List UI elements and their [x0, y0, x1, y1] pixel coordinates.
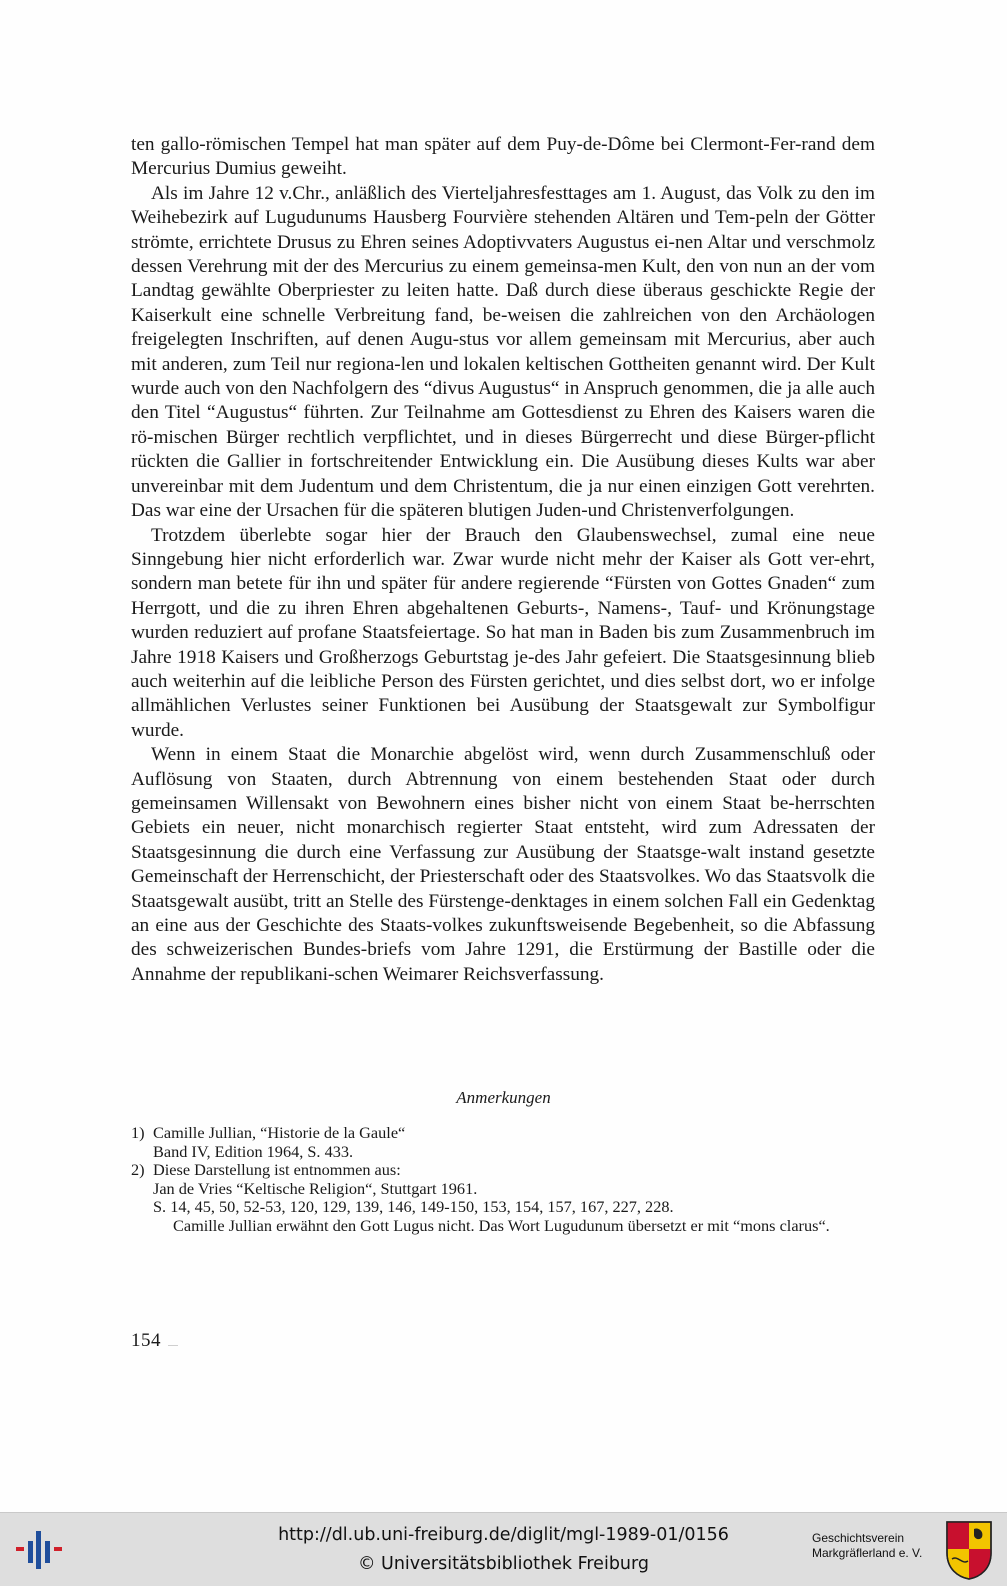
viewer-footer: [0, 1512, 1007, 1586]
note-extra-text: Camille Jullian erwähnt den Gott Lugus nicht. Das Wort Lugudunum übersetzt er mit “mons clarus“.: [173, 1215, 830, 1235]
coat-of-arms-icon[interactable]: [944, 1519, 994, 1581]
note-line: Camille Jullian, “Historie de la Gaule“: [153, 1123, 406, 1142]
notes-heading: Anmerkungen: [456, 1088, 551, 1107]
note-text: [153, 1161, 875, 1217]
paragraph-1: ten gallo-römischen Tempel hat man später auf dem Puy-de-Dôme bei Clermont-Fer-rand dem Mercurius Dumius geweiht.: [131, 134, 875, 180]
footer-organization: [812, 1531, 932, 1561]
note-line: S. 14, 45, 50, 52-53, 120, 129, 139, 146, 149-150, 153, 154, 157, 167, 227, 228.: [153, 1197, 674, 1217]
footer-copyright: © Universitätsbibliothek Freiburg: [357, 1554, 650, 1574]
paragraph-3: Trotzdem überlebte sogar hier der Brauch den Glaubenswechsel, zumal eine neue Sinngebung hier nicht erforderlich war. Zwar wurde nicht mehr der Kaiser als Gott ver-ehrt, sondern man betete für ihn und später für andere regierende “Fürsten von Gottes Gnaden“ zum Herrgott, und die zu ihren Ehren abgehaltenen Geburts-, Namens-, Tauf- und Krönungstage wurden reduziert auf profane Staatsfeiertage. So hat man in Baden bis zum Zusammenbruch im Jahre 1918 Kaisers und Großherzogs Geburtstag je-des Jahr gefeiert. Die Staatsgesinnung blieb auch weiterhin auf die leibliche Person des Fürsten gerichtet, und dies selbst dort, wo er infolge allmählichen Verlustes seiner Funktionen bei Ausübung der Staatsgewalt zur Symbolfigur wurde.: [131, 524, 875, 741]
paragraph-2: Als im Jahre 12 v.Chr., anläßlich des Vierteljahresfesttages am 1. August, das Volk zu den im Weihebezirk auf Lugudunums Hausberg Fourvière stehenden Altären und Tem-peln der Götter strömte, errichtete Drusus zu Ehren seines Adoptivvaters Augustus ei-nen Altar und verschmolz dessen Verehrung mit der des Mercurius zu einem gemeinsa-men Kult, den von nun an der vom Landtag gewählte Oberpriester zu leiten hatte. Daß durch diese überaus geschickte Regie der Kaiserkult eine schnelle Verbreitung fand, be-weisen die zahlreichen von den Archäologen freigelegten Inschriften, auf denen Augu-stus vor allem gemeinsam mit Mercurius, aber auch mit anderen, zum Teil nur regiona-len und lokalen keltischen Gottheiten genannt wird. Der Kult wurde auch von den Nachfolgern des “divus Augustus“ in Anspruch genommen, die ja alle auch den Titel “Augustus“ führten. Zur Teilnahme am Gottesdienst zu Ehren des Kaisers waren die rö-mischen Bürger rechtlich verpflichtet, und in dieses Bürgerrecht und diese Bürger-pflicht rückten die Gallier in fortschreitender Entwicklung ein. Die Ausübung dieses Kults war aber unvereinbar mit dem Judentum und dem Christentum, die ja nur einen einzigen Gott verehrten. Das war eine der Ursachen für die späteren blutigen Juden-und Christenverfolgungen.: [131, 182, 875, 522]
page-number: 154: [131, 1330, 161, 1351]
page-number-rule: [168, 1345, 178, 1346]
org-line-2: Markgräflerland e. V.: [812, 1546, 923, 1560]
notes-list: [131, 1124, 875, 1236]
note-line: Band IV, Edition 1964, S. 433.: [153, 1141, 354, 1161]
note-line: Jan de Vries “Keltische Religion“, Stuttgart 1961.: [153, 1178, 478, 1198]
body-text: [131, 133, 875, 987]
note-line: Diese Darstellung ist entnommen aus:: [153, 1160, 401, 1180]
note-1: [131, 1124, 875, 1161]
note-2: [131, 1161, 875, 1217]
note-number: 1): [131, 1123, 145, 1142]
note-number: 2): [131, 1160, 145, 1180]
org-line-1: Geschichtsverein: [812, 1531, 905, 1545]
footer-url-link[interactable]: http://dl.ub.uni-freiburg.de/diglit/mgl-1989-01/0156: [278, 1525, 729, 1545]
paragraph-4: Wenn in einem Staat die Monarchie abgelöst wird, wenn durch Zusammenschluß oder Auflösung von Staaten, durch Abtrennung von einem bestehenden Staat oder durch gemeinsamen Willensakt von Bewohnern eines bisher nicht von einem Staat be-herrschten Gebiets ein neuer, nicht monarchisch regierter Staat entsteht, wird zum Adressaten der Staatsgesinnung die durch eine Verfassung zur Ausübung der Staatsge-walt instand gesetzte Gemeinschaft der Herrenschicht, der Priesterschaft oder des Staatsvolkes. Wo das Staatsvolk die Staatsgewalt ausübt, tritt an Stelle des Fürstenge-denktages in einem solchen Fall ein Gedenktag an eine aus der Geschichte des Staats-volkes zukunftsweisende Begebenheit, so die Abfassung des schweizerischen Bundes-briefs vom Jahre 1291, die Erstürmung der Bastille oder die Annahme der republikani-schen Weimarer Reichsverfassung.: [131, 744, 875, 985]
note-text: [153, 1124, 875, 1161]
